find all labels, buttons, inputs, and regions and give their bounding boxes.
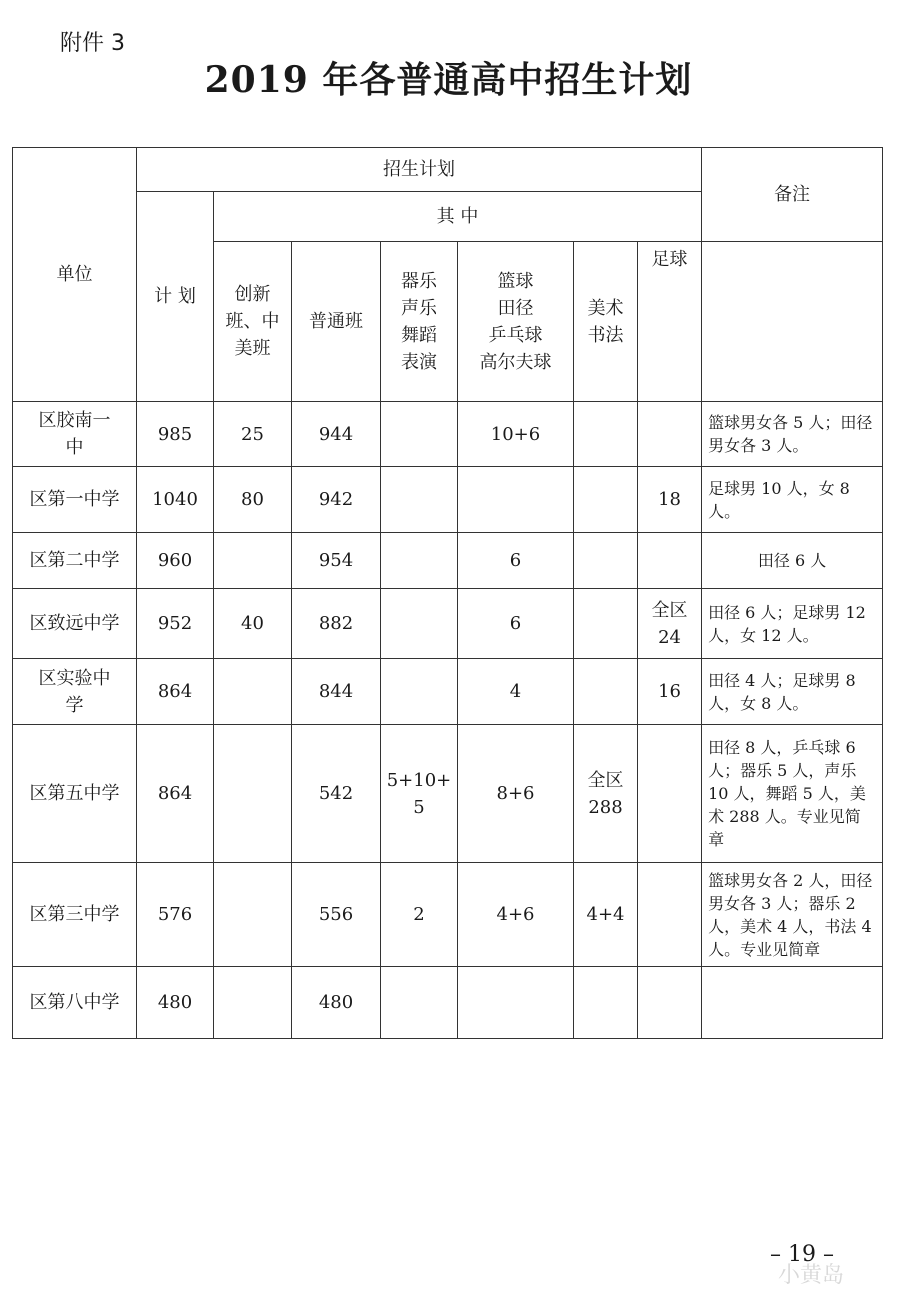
cell-sports (458, 967, 574, 1039)
table-row (13, 863, 883, 967)
enrollment-table (12, 147, 883, 1039)
cell-regular: 480 (292, 967, 381, 1039)
cell-unit: 区胶南一 中 (13, 402, 137, 467)
cell-arts: 5+10+ 5 (381, 725, 458, 863)
cell-innovative (214, 659, 292, 725)
cell-innovative (214, 533, 292, 589)
cell-unit: 区第三中学 (13, 863, 137, 967)
cell-sports: 6 (458, 589, 574, 659)
table-row (13, 659, 883, 725)
cell-fine-arts (574, 533, 638, 589)
cell-football (638, 533, 702, 589)
cell-plan: 864 (137, 659, 214, 725)
cell-sports (458, 467, 574, 533)
cell-innovative (214, 725, 292, 863)
cell-innovative: 80 (214, 467, 292, 533)
table-row (13, 402, 883, 467)
cell-sports: 8+6 (458, 725, 574, 863)
header-remark: 备注 (702, 148, 883, 242)
cell-sports: 10+6 (458, 402, 574, 467)
header-enroll-plan: 招生计划 (137, 148, 702, 192)
cell-fine-arts: 全区 288 (574, 725, 638, 863)
cell-arts (381, 967, 458, 1039)
table-row (13, 589, 883, 659)
cell-arts (381, 467, 458, 533)
cell-remark: 田径 6 人 (702, 533, 883, 589)
cell-arts (381, 402, 458, 467)
cell-arts: 2 (381, 863, 458, 967)
header-regular: 普通班 (292, 242, 381, 402)
table-row (13, 967, 883, 1039)
header-arts: 器乐 声乐 舞蹈 表演 (381, 242, 458, 402)
page-title: 2019 年各普通高中招生计划 (204, 59, 693, 101)
cell-regular: 942 (292, 467, 381, 533)
cell-arts (381, 589, 458, 659)
header-unit: 单位 (13, 148, 137, 402)
header-innovative: 创新 班、中 美班 (214, 242, 292, 402)
cell-plan: 1040 (137, 467, 214, 533)
cell-regular: 844 (292, 659, 381, 725)
attachment-label: 附件 3 (60, 31, 125, 56)
cell-regular: 944 (292, 402, 381, 467)
table-row (13, 467, 883, 533)
cell-arts (381, 533, 458, 589)
cell-plan: 985 (137, 402, 214, 467)
cell-unit: 区致远中学 (13, 589, 137, 659)
cell-unit: 区实验中 学 (13, 659, 137, 725)
cell-fine-arts (574, 967, 638, 1039)
cell-unit: 区第二中学 (13, 533, 137, 589)
cell-fine-arts: 4+4 (574, 863, 638, 967)
cell-football: 16 (638, 659, 702, 725)
header-plan: 计 划 (137, 192, 214, 402)
cell-fine-arts (574, 467, 638, 533)
cell-remark: 田径 8 人，乒乓球 6 人；器乐 5 人，声乐 10 人，舞蹈 5 人，美术 288 人。专业见简章 (702, 725, 883, 863)
cell-plan: 960 (137, 533, 214, 589)
cell-sports: 4 (458, 659, 574, 725)
table-body (13, 402, 883, 1039)
table-row (13, 533, 883, 589)
cell-football (638, 725, 702, 863)
cell-innovative: 40 (214, 589, 292, 659)
cell-unit: 区第八中学 (13, 967, 137, 1039)
cell-regular: 556 (292, 863, 381, 967)
header-among: 其 中 (214, 192, 702, 242)
watermark: 小黄岛 (778, 1263, 845, 1288)
cell-regular: 882 (292, 589, 381, 659)
cell-regular: 954 (292, 533, 381, 589)
cell-fine-arts (574, 402, 638, 467)
cell-plan: 480 (137, 967, 214, 1039)
cell-remark: 足球男 10 人，女 8 人。 (702, 467, 883, 533)
cell-plan: 864 (137, 725, 214, 863)
cell-football: 全区 24 (638, 589, 702, 659)
cell-innovative (214, 967, 292, 1039)
cell-fine-arts (574, 589, 638, 659)
cell-remark: 篮球男女各 5 人；田径男女各 3 人。 (702, 402, 883, 467)
header-football: 足球 (638, 242, 702, 402)
cell-innovative (214, 863, 292, 967)
cell-remark: 田径 4 人；足球男 8 人，女 8 人。 (702, 659, 883, 725)
cell-remark: 田径 6 人；足球男 12 人，女 12 人。 (702, 589, 883, 659)
cell-innovative: 25 (214, 402, 292, 467)
cell-football (638, 967, 702, 1039)
cell-football: 18 (638, 467, 702, 533)
cell-arts (381, 659, 458, 725)
cell-remark (702, 967, 883, 1039)
cell-unit: 区第五中学 (13, 725, 137, 863)
cell-sports: 6 (458, 533, 574, 589)
cell-remark: 篮球男女各 2 人，田径男女各 3 人；器乐 2 人，美术 4 人，书法 4 人。专业见简章 (702, 863, 883, 967)
table-row (13, 725, 883, 863)
cell-fine-arts (574, 659, 638, 725)
header-sports: 篮球 田径 乒乓球 高尔夫球 (458, 242, 574, 402)
cell-plan: 576 (137, 863, 214, 967)
cell-regular: 542 (292, 725, 381, 863)
cell-unit: 区第一中学 (13, 467, 137, 533)
page-number: – 19 – (770, 1242, 834, 1267)
cell-sports: 4+6 (458, 863, 574, 967)
cell-plan: 952 (137, 589, 214, 659)
header-remark-blank (702, 242, 883, 402)
header-fine-arts: 美术 书法 (574, 242, 638, 402)
cell-football (638, 863, 702, 967)
cell-football (638, 402, 702, 467)
